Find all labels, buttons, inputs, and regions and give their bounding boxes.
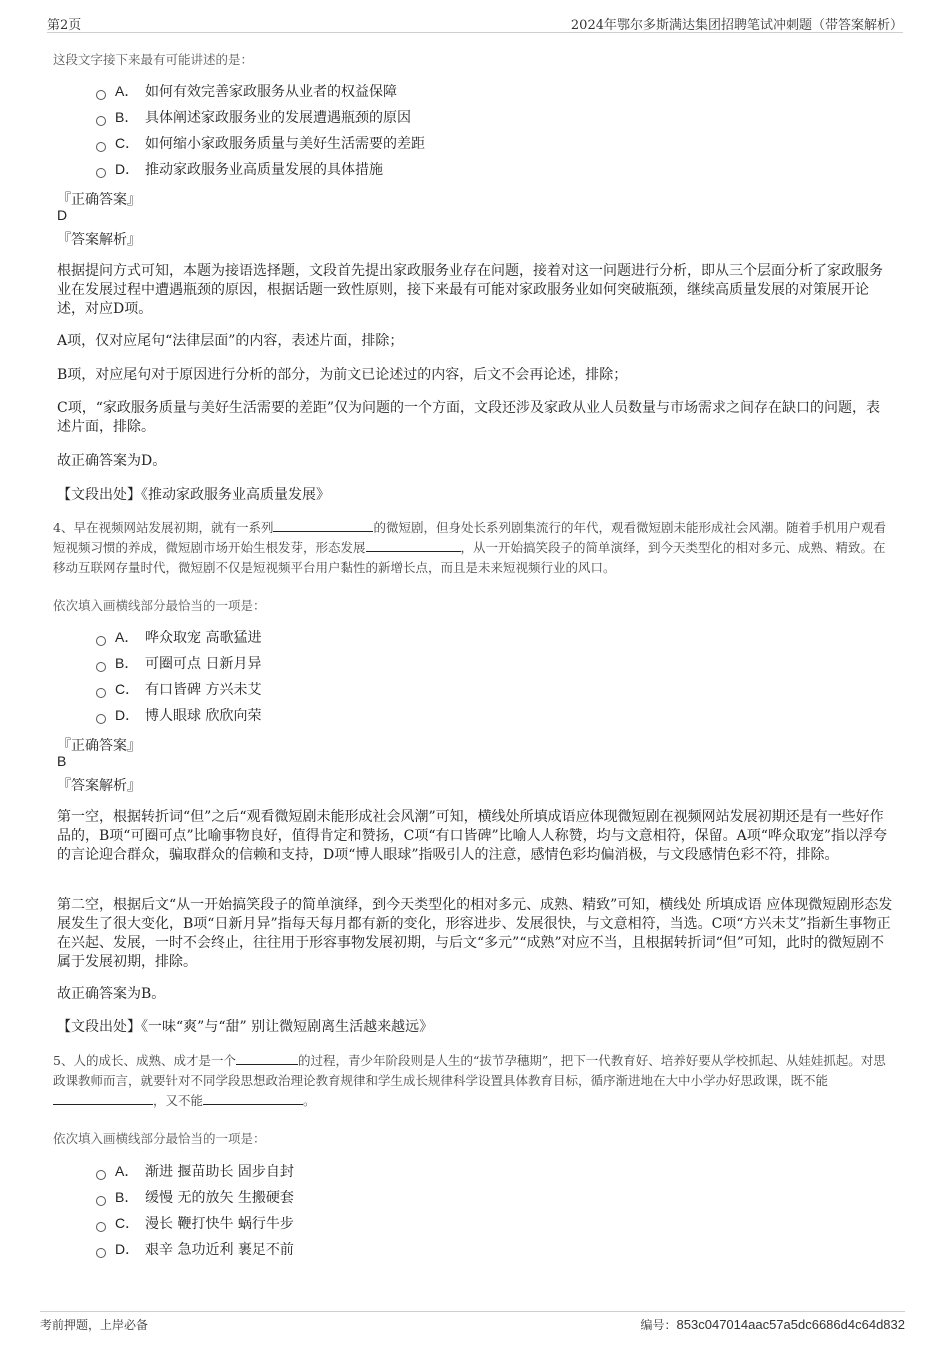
q4-answer: B [57, 753, 67, 769]
radio-icon[interactable] [96, 1222, 106, 1232]
q4-analysis-paragraph: 第二空，根据后文“从一开始搞笑段子的简单演绎，到今天类型化的相对多元、成熟、精致”可知，横线处 所填成语 应体现微短剧形态发展发生了很大变化，B项“日新月异”指每天每月都有新的变化，形容进步、发展很快，与文意相符，当选。C项“方兴未艾”指新生事物正在兴起、发展，一时不会终止，往往用于形容事物发展初期，与后文“多元”“成熟”对应不当，且根据转折词“但”可知，此时的微短剧不属于发展初期，排除。 [57, 897, 893, 970]
document-code [641, 1316, 905, 1333]
q5-options [96, 1158, 294, 1262]
radio-icon[interactable] [96, 168, 106, 178]
q5-option-a[interactable]: A． 渐进 揠苗助长 固步自封 [96, 1158, 294, 1184]
q3-analysis-label: 『答案解析』 [57, 232, 141, 248]
q5-option-d[interactable]: D． 艰辛 急功近利 裹足不前 [96, 1236, 294, 1262]
q3-option-c[interactable]: C． 如何缩小家政服务质量与美好生活需要的差距 [96, 130, 425, 156]
q3-prompt: 这段文字接下来最有可能讲述的是： [53, 52, 254, 67]
q5-question-text: 5、人的成长、成熟、成才是一个 的过程，青少年阶段则是人生的“拔节孕穗期”，把下一代教育好、培养好要从学校抓起、从娃娃抓起。对思政课教师而言，就要针对不同学段思想政治理论教育规律和学生成长规律科学设置具体教育目标，循序渐进地在大中小学办好思政课，既不能，又不能 。 [53, 1053, 886, 1108]
code-value: 853c047014aac57a5dc6686d4c64d832 [676, 1317, 905, 1332]
q4-question-text: 4、早在视频网站发展初期，就有一系列 的微短剧，但身处长系列剧集流行的年代，观看微短剧未能形成社会风潮。随着手机用户观看短视频习惯的养成，微短剧市场开始生根发芽，形态发展 ，从一开始搞笑段子的简单演绎，到今天类型化的相对多元、成熟、精致。在移动互联网存量时代，微短剧不仅是短视频平台用户黏性的新增长点，而且是未来短视频行业的风口。 [53, 520, 886, 575]
q3-analysis-paragraph: B项，对应尾句对于原因进行分析的部分，为前文已论述过的内容，后文不会再论述，排除； [57, 367, 628, 383]
q5-prompt: 依次填入画横线部分最恰当的一项是： [53, 1131, 266, 1146]
q3-option-b[interactable]: B． 具体阐述家政服务业的发展遭遇瓶颈的原因 [96, 104, 425, 130]
q3-source: 【文段出处】《推动家政服务业高质量发展》 [57, 487, 330, 503]
radio-icon[interactable] [96, 142, 106, 152]
q4-source: 【文段出处】《一味“爽”与“甜” 别让微短剧离生活越来越远》 [57, 1019, 434, 1035]
page-number: 第2页 [47, 18, 82, 33]
radio-icon[interactable] [96, 636, 106, 646]
q5-option-b[interactable]: B． 缓慢 无的放矢 生搬硬套 [96, 1184, 294, 1210]
fill-blank [53, 1092, 153, 1105]
q3-answer: D [57, 207, 68, 223]
q3-option-a[interactable]: A． 如何有效完善家政服务从业者的权益保障 [96, 78, 425, 104]
radio-icon[interactable] [96, 116, 106, 126]
q5-option-c[interactable]: C． 漫长 鞭打快牛 蜗行牛步 [96, 1210, 294, 1236]
q4-options [96, 624, 261, 728]
q4-option-c[interactable]: C． 有口皆碑 方兴未艾 [96, 676, 261, 702]
q4-option-a[interactable]: A． 哗众取宠 高歌猛进 [96, 624, 261, 650]
q3-options [96, 78, 425, 182]
document-title: 2024年鄂尔多斯满达集团招聘笔试冲刺题（带答案解析） [570, 18, 903, 33]
q3-analysis-paragraph: A项，仅对应尾句“法律层面”的内容，表述片面，排除； [57, 333, 404, 349]
q3-analysis-paragraph: C项，“家政服务质量与美好生活需要的差距”仅为问题的一个方面，文段还涉及家政从业人员数量与市场需求之间存在缺口的问题，表述片面，排除。 [57, 400, 881, 435]
radio-icon[interactable] [96, 1196, 106, 1206]
q3-answer-label: 『正确答案』 [57, 192, 141, 208]
fill-blank [366, 539, 461, 552]
q3-option-d[interactable]: D． 推动家政服务业高质量发展的具体措施 [96, 156, 425, 182]
code-label: 编号： [640, 1318, 677, 1332]
radio-icon[interactable] [96, 1170, 106, 1180]
radio-icon[interactable] [96, 90, 106, 100]
q4-option-d[interactable]: D． 博人眼球 欣欣向荣 [96, 702, 261, 728]
page-header [47, 10, 903, 33]
page-footer [40, 1311, 905, 1342]
radio-icon[interactable] [96, 1248, 106, 1258]
q4-analysis-paragraph: 第一空，根据转折词“但”之后“观看微短剧未能形成社会风潮”可知，横线处所填成语应体现微短剧在视频网站发展初期还是有一些好作品的，B项“可圈可点”比喻事物良好，值得肯定和赞扬，C项“有口皆碑”比喻人人称赞，均与文意相符，保留。A项“哗众取宠”指以浮夸的言论迎合群众，骗取群众的信赖和支持，D项“博人眼球”指吸引人的注意，感情色彩均偏消极，与文段感情色彩不符，排除。 [57, 809, 888, 863]
footer-slogan: 考前押题，上岸必备 [40, 1318, 149, 1332]
q4-answer-label: 『正确答案』 [57, 738, 141, 754]
fill-blank [236, 1052, 298, 1065]
q4-analysis-label: 『答案解析』 [57, 778, 141, 794]
fill-blank [273, 519, 373, 532]
q4-prompt: 依次填入画横线部分最恰当的一项是： [53, 598, 266, 613]
q3-analysis-paragraph: 根据提问方式可知，本题为接语选择题，文段首先提出家政服务业存在问题，接着对这一问题进行分析，即从三个层面分析了家政服务业在发展过程中遭遇瓶颈的原因，根据话题一致性原则，接下来最有可能对家政服务业如何突破瓶颈，继续高质量发展的对策展开论述，对应D项。 [57, 263, 883, 317]
radio-icon[interactable] [96, 662, 106, 672]
q4-option-b[interactable]: B． 可圈可点 日新月异 [96, 650, 261, 676]
radio-icon[interactable] [96, 688, 106, 698]
fill-blank [203, 1092, 303, 1105]
q4-conclusion: 故正确答案为B。 [57, 986, 166, 1002]
q3-conclusion: 故正确答案为D。 [57, 453, 167, 469]
radio-icon[interactable] [96, 714, 106, 724]
